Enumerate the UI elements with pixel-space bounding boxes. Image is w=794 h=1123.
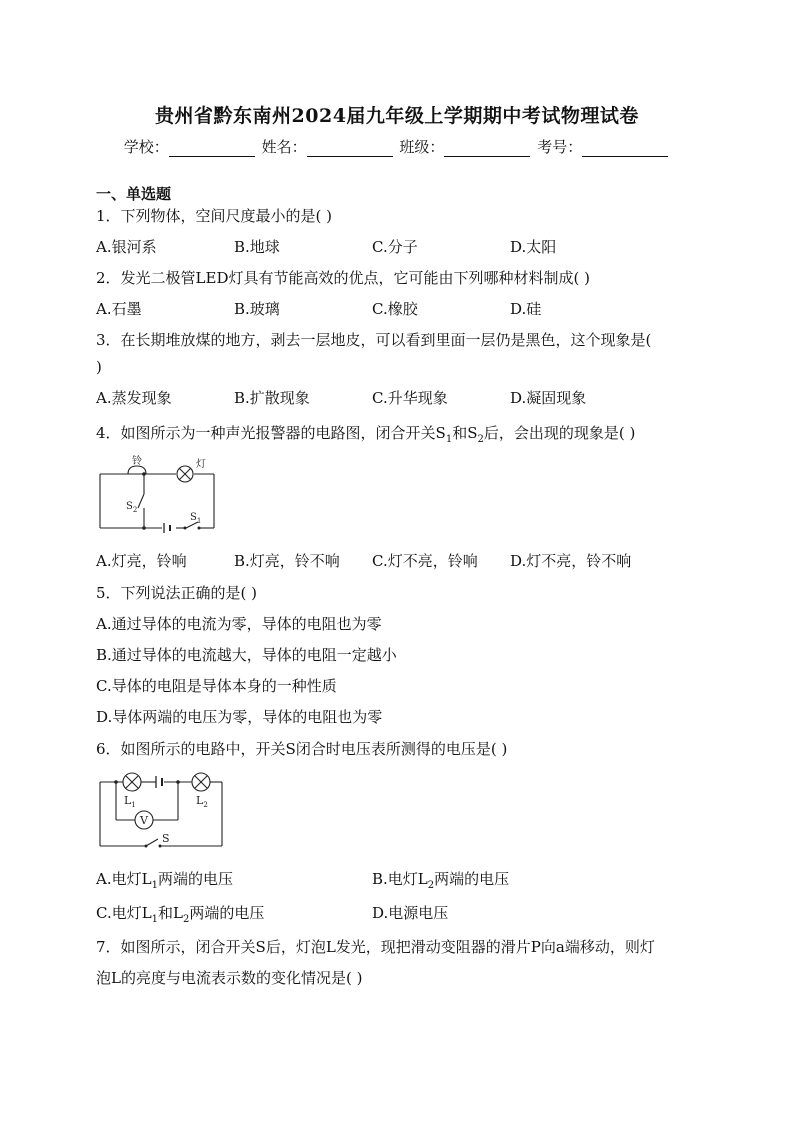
number-label: 考号： <box>537 138 583 156</box>
q4-stem-pre: 4．如图所示为一种声光报警器的电路图，闭合开关S <box>96 424 446 442</box>
name-blank[interactable] <box>307 142 393 157</box>
page-title: 贵州省黔东南州2024届九年级上学期期中考试物理试卷 <box>155 105 639 127</box>
q5-option-d: D.导体两端的电压为零，导体的电阻也为零 <box>96 708 383 726</box>
q2-option-b: B.玻璃 <box>234 300 280 318</box>
q2-option-c: C.橡胶 <box>372 300 418 318</box>
q4-lamp-label: 灯 <box>196 459 206 470</box>
q6-l1-label: $L_1$ <box>124 794 136 809</box>
question-6-stem: 6．如图所示的电路中，开关S闭合时电压表所测得的电压是( ) <box>96 740 508 758</box>
question-3-stem-cont: ) <box>96 358 102 376</box>
section-heading: 一、单选题 <box>96 185 172 203</box>
question-3-stem: 3．在长期堆放煤的地方，剥去一层地皮，可以看到里面一层仍是黑色，这个现象是( <box>96 331 652 349</box>
q1-option-c: C.分子 <box>372 238 418 256</box>
question-1-stem: 1．下列物体，空间尺度最小的是( ) <box>96 207 333 225</box>
q6-voltmeter-label: V <box>140 814 148 827</box>
q5-option-b: B.通过导体的电流越大，导体的电阻一定越小 <box>96 646 397 664</box>
q4-sub2: 2 <box>477 434 484 445</box>
q6-circuit-diagram <box>92 768 232 852</box>
q1-option-d: D.太阳 <box>510 238 557 256</box>
q4-option-d: D.灯不亮，铃不响 <box>510 552 632 570</box>
q6-option-a: A.电灯$L_1$两端的电压 <box>96 870 233 891</box>
q3-option-a: A.蒸发现象 <box>96 389 172 407</box>
q4-option-c: C.灯不亮，铃响 <box>372 552 478 570</box>
q4-option-b: B.灯亮，铃不响 <box>234 552 340 570</box>
name-label: 姓名： <box>261 138 307 156</box>
q4-bell-label: 铃 <box>132 456 142 467</box>
school-label: 学校： <box>123 138 169 156</box>
q4-option-a: A.灯亮，铃响 <box>96 552 187 570</box>
question-7-line2: 泡L的亮度与电流表示数的变化情况是( ) <box>96 969 363 987</box>
q3-option-b: B.扩散现象 <box>234 389 310 407</box>
school-blank[interactable] <box>169 142 255 157</box>
q4-sub1: 1 <box>445 434 453 445</box>
q1-option-b: B.地球 <box>234 238 280 256</box>
q6-option-d: D.电源电压 <box>372 904 449 922</box>
student-info-line <box>0 136 794 157</box>
q6-option-b: B.电灯$L_2$两端的电压 <box>372 870 510 891</box>
question-7-line1: 7．如图所示，闭合开关S后，灯泡L发光，现把滑动变阻器的滑片P向a端移动，则灯 <box>96 938 655 956</box>
q6-switch-label: S <box>162 832 170 845</box>
q4-s2-label: $S_2$ <box>126 501 138 514</box>
q4-stem-mid: 和S <box>452 424 478 442</box>
q6-option-c: C.电灯$L_1$和$L_2$两端的电压 <box>96 904 265 925</box>
q5-option-a: A.通过导体的电流为零，导体的电阻也为零 <box>96 615 382 633</box>
question-2-stem: 2．发光二极管LED灯具有节能高效的优点，它可能由下列哪种材料制成( ) <box>96 269 590 287</box>
q2-option-d: D.硅 <box>510 300 542 318</box>
q2-option-a: A.石墨 <box>96 300 142 318</box>
class-label: 班级： <box>399 138 445 156</box>
q4-circuit-diagram <box>92 452 222 536</box>
q4-stem-post: 后，会出现的现象是( ) <box>483 424 636 442</box>
q3-option-c: C.升华现象 <box>372 389 448 407</box>
question-4-stem <box>96 422 635 445</box>
class-blank[interactable] <box>444 142 530 157</box>
q4-s1-label: $S_1$ <box>190 512 202 525</box>
question-5-stem: 5．下列说法正确的是( ) <box>96 584 258 602</box>
number-blank[interactable] <box>582 142 668 157</box>
q1-option-a: A.银河系 <box>96 238 157 256</box>
q6-l2-label: $L_2$ <box>196 794 208 809</box>
q3-option-d: D.凝固现象 <box>510 389 587 407</box>
q5-option-c: C.导体的电阻是导体本身的一种性质 <box>96 677 337 695</box>
